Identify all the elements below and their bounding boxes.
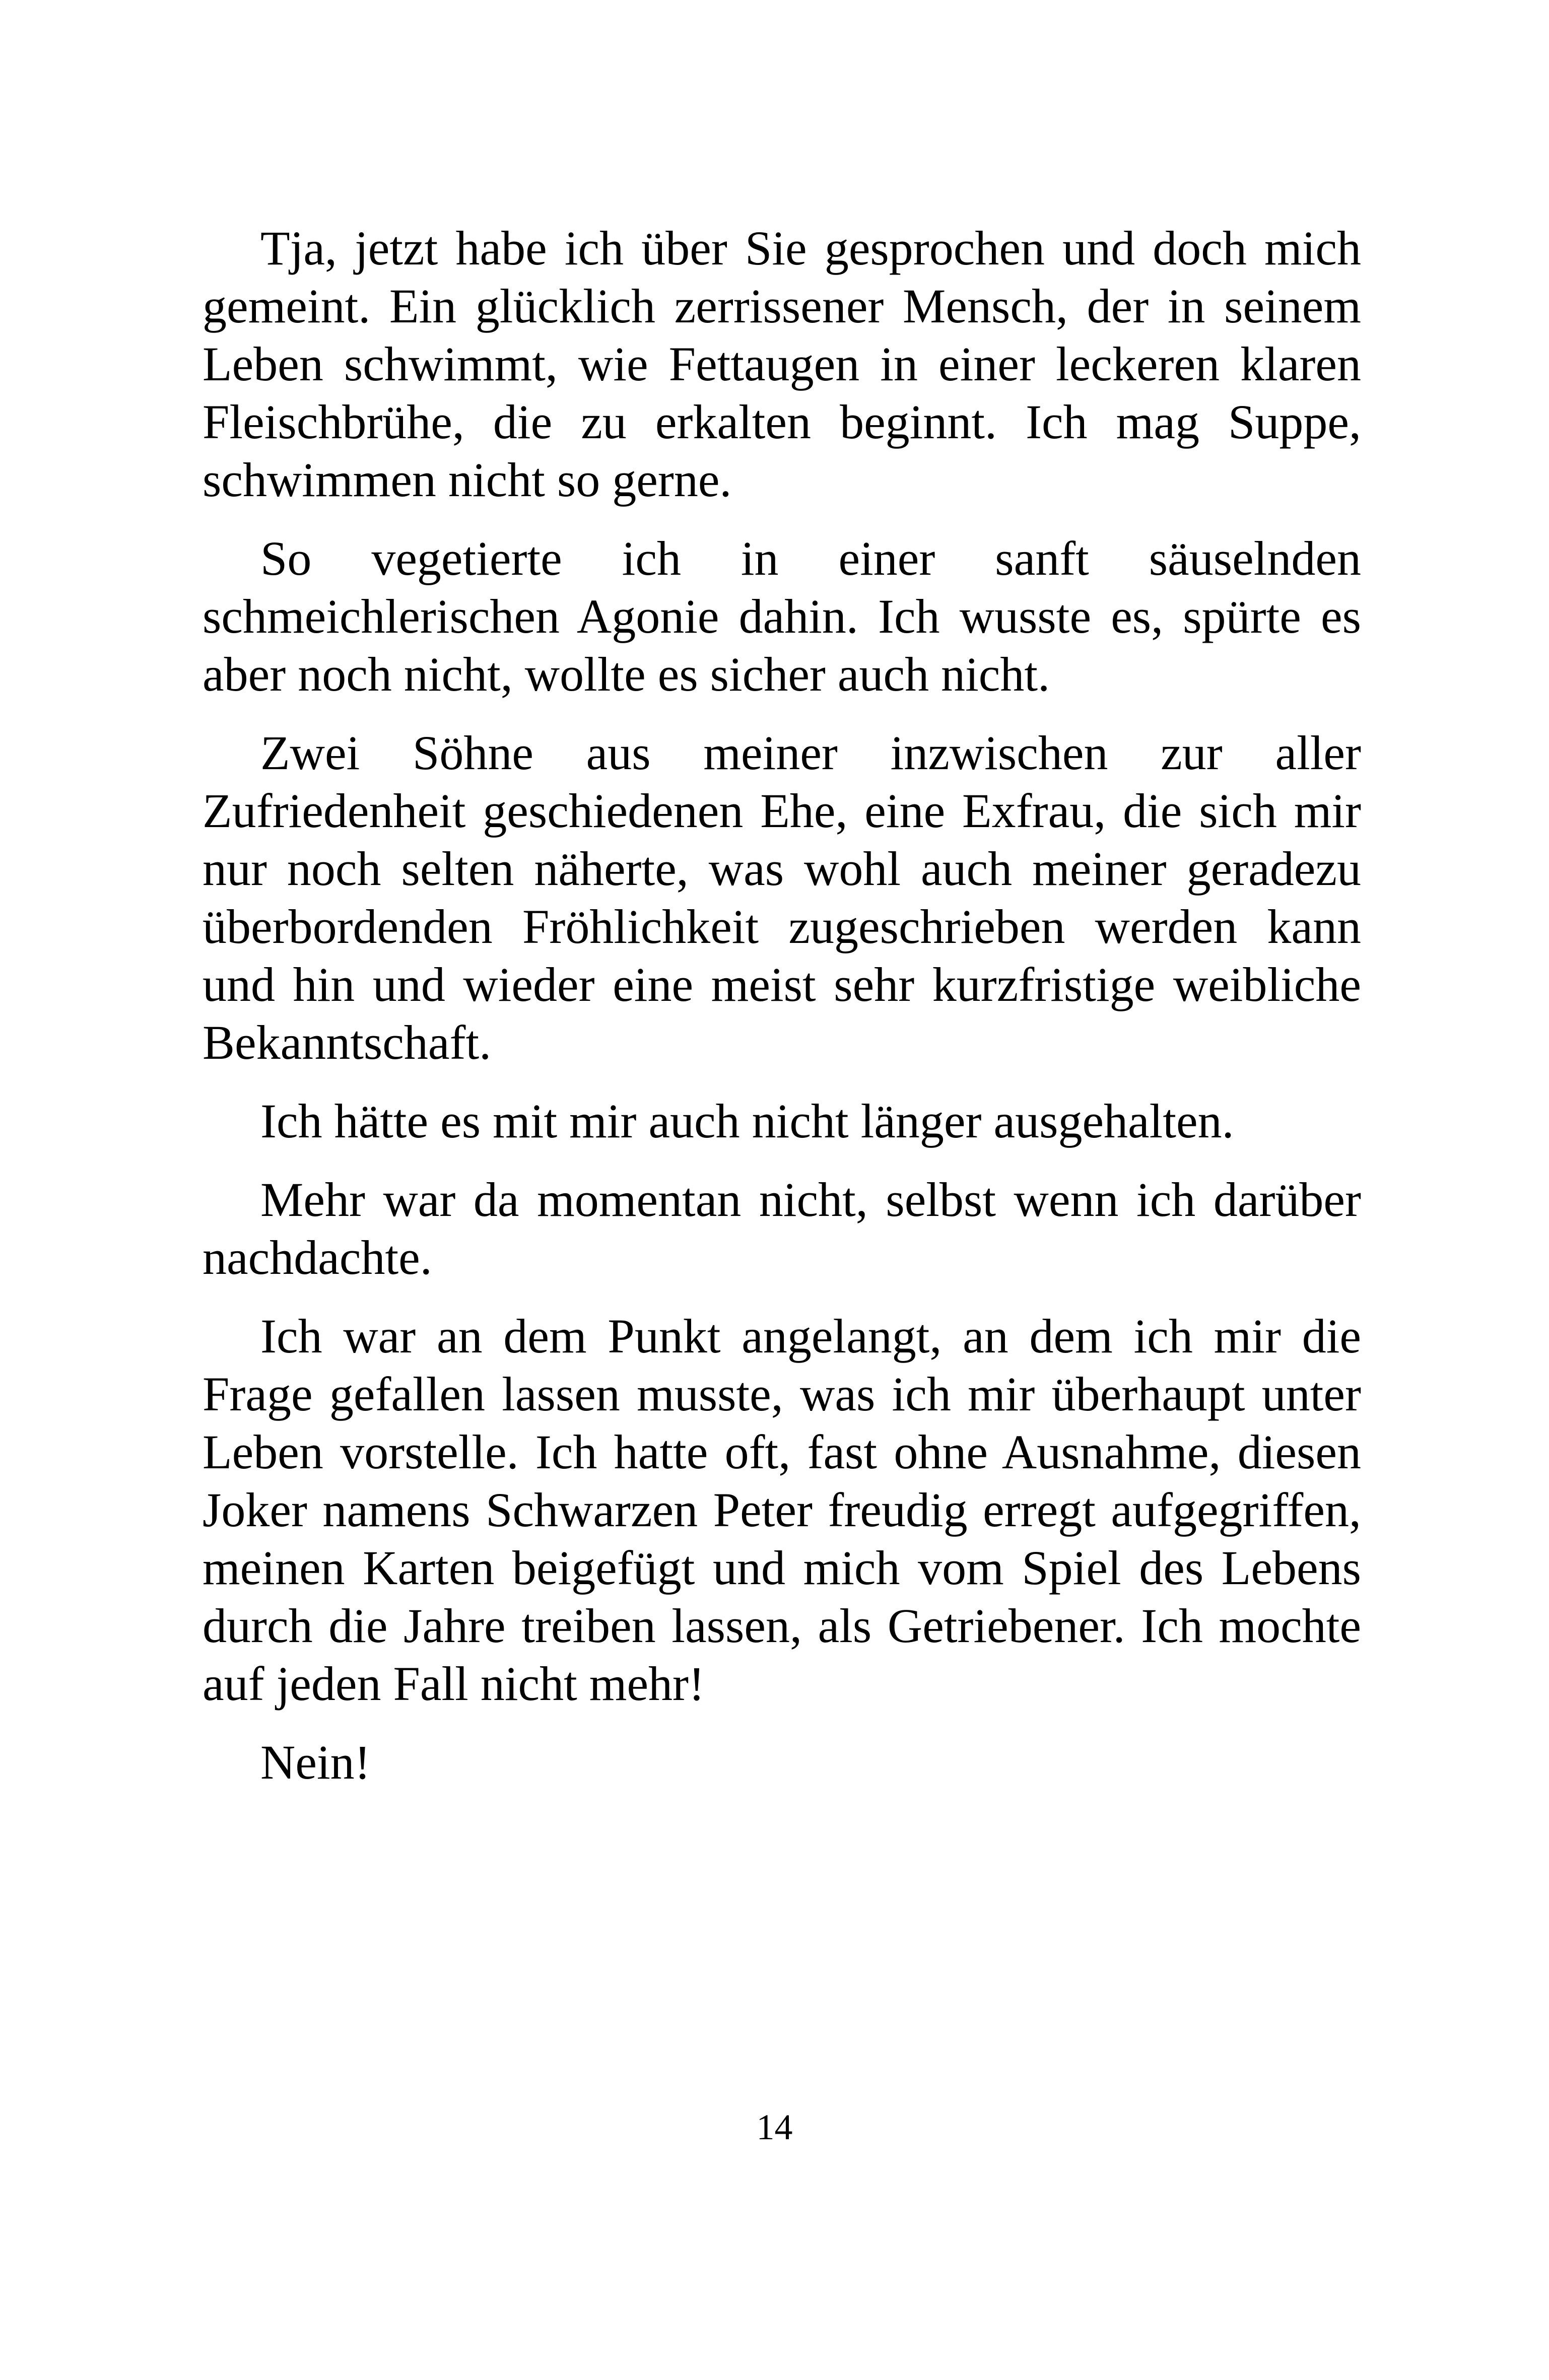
page-number: 14 — [756, 2107, 793, 2147]
paragraph-6: Ich war an dem Punkt angelangt, an dem ich mir die Frage gefallen lassen musste, was ich mir überhaupt unter Leben vorstelle. Ich hatte oft, fast ohne Ausnahme, diesen Joker namens Schwarzen Peter freudig erregt aufgegriffen, meinen Karten beigefügt und mich vom Spiel des Lebens durch die Jahre treiben lassen, als Getriebener. Ich mochte auf jeden Fall nicht mehr! — [203, 1309, 1361, 1711]
paragraph-1: Tja, jetzt habe ich über Sie gesprochen und doch mich gemeint. Ein glücklich zerrissener Mensch, der in seinem Leben schwimmt, wie Fettaugen in einer leckeren klaren Fleischbrühe, die zu erkalten beginnt. Ich mag Suppe, schwimmen nicht so gerne. — [203, 221, 1361, 507]
paragraph-4: Ich hätte es mit mir auch nicht länger ausgehalten. — [260, 1094, 1234, 1148]
paragraph-3: Zwei Söhne aus meiner inzwischen zur aller Zufriedenheit geschiedenen Ehe, eine Exfrau, die sich mir nur noch selten näherte, was wohl auch meiner geradezu überbordenden Fröhlichkeit zugeschrieben werden kann und hin und wieder eine meist sehr kurzfristige weibliche Bekanntschaft. — [203, 726, 1361, 1069]
paragraph-2: So vegetierte ich in einer sanft säuselnden schmeichlerischen Agonie dahin. Ich wusste es, spürte es aber noch nicht, wollte es sicher auch nicht. — [203, 531, 1361, 701]
body-text — [203, 219, 1361, 1791]
paragraph-7: Nein! — [260, 1735, 371, 1789]
paragraph-5: Mehr war da momentan nicht, selbst wenn ich darüber nachdachte. — [203, 1173, 1361, 1284]
